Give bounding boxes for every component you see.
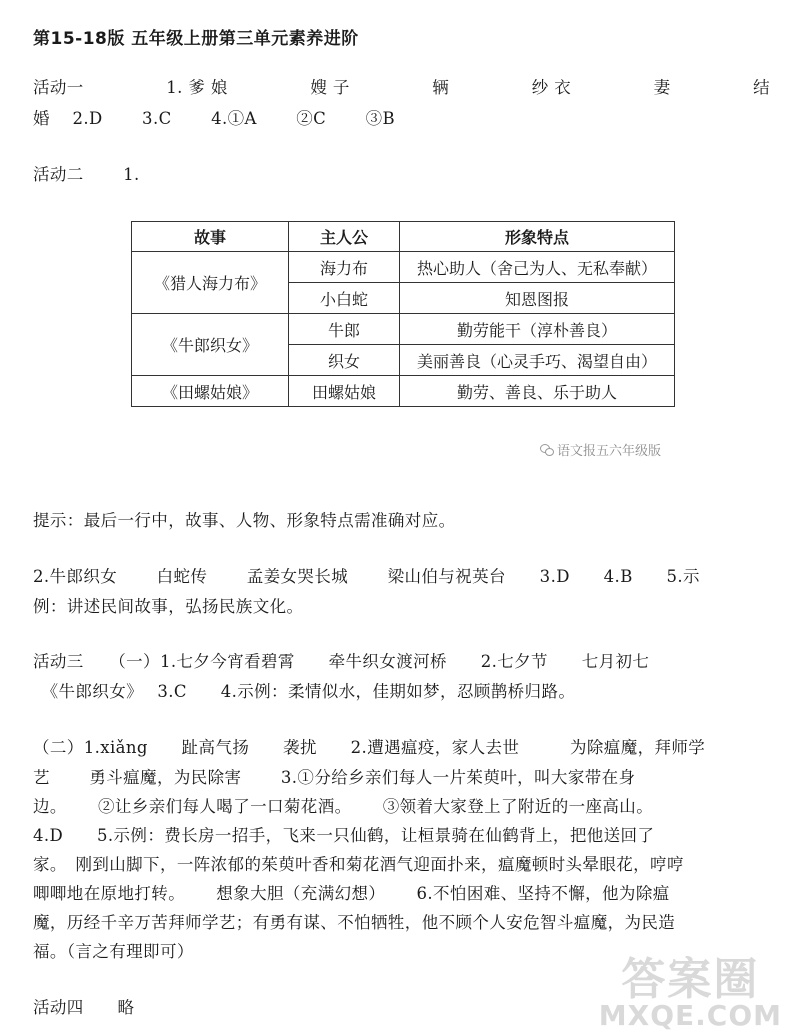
activity4-line: 活动四 略 (33, 998, 135, 1017)
activity3-line1: 活动三 （一）1.七夕今宵看碧霄 牵牛织女渡河桥 2.七夕节 七月初七 (33, 652, 650, 671)
activity2-tip: 提示：最后一行中，故事、人物、形象特点需准确对应。 (33, 511, 456, 530)
activity3-part2-line: 4.D 5.示例：费长房一招手，飞来一只仙鹤，让桓景骑在仙鹤背上，把他送回了 (33, 826, 655, 845)
table-row (132, 314, 675, 345)
activity3-part2-line: （二）1.xiǎng 趾高气扬 袭扰 2.遭遇瘟疫，家人去世 为除瘟魔，拜师学 (33, 738, 706, 757)
character-cell: 小白蛇 (289, 283, 400, 314)
wechat-icon (540, 444, 554, 455)
character-cell: 织女 (289, 345, 400, 376)
answer-word: 嫂 子 (310, 78, 350, 97)
table-header: 主人公 (289, 222, 400, 252)
site-logo-stamp (598, 954, 782, 1032)
table-row (132, 376, 675, 407)
trait-cell: 热心助人（舍己为人、无私奉献） (400, 252, 675, 283)
source-watermark (540, 440, 661, 459)
activity3-part2-line: 艺 勇斗瘟魔，为民除害 3.①分给乡亲们每人一片茱萸叶，叫大家带在身 (33, 768, 636, 787)
activity3-part2-line: 福。（言之有理即可） (33, 942, 194, 961)
table-header: 故事 (132, 222, 289, 252)
activity2-label: 活动二 1. (33, 165, 140, 184)
activity3-part2-line: 魔，历经千辛万苦拜师学艺；有勇有谋、不怕牺牲，他不顾个人安危智斗瘟魔，为民造 (33, 913, 676, 932)
activity1-line2: 婚 2.D 3.C 4.①A ②C ③B (33, 109, 396, 128)
trait-cell: 美丽善良（心灵手巧、渴望自由） (400, 345, 675, 376)
stamp-url: MXQE.COM (598, 999, 782, 1032)
story-characters-table (131, 221, 675, 407)
character-cell: 海力布 (289, 252, 400, 283)
story-cell: 《牛郎织女》 (132, 314, 289, 376)
activity1-line1 (33, 74, 770, 98)
page-title: 第15-18版 五年级上册第三单元素养进阶 (33, 29, 359, 49)
trait-cell: 勤劳、善良、乐于助人 (400, 376, 675, 407)
table-header-row (132, 222, 675, 252)
answer-word: 结 (753, 78, 770, 97)
answer-word: 纱 衣 (531, 78, 572, 97)
answer-word: 1. 爹 娘 (166, 78, 228, 97)
activity3-line2: 《牛郎织女》 3.C 4.示例：柔情似水，佳期如梦，忍顾鹊桥归路。 (33, 682, 576, 701)
story-cell: 《猎人海力布》 (132, 252, 289, 314)
activity3-part2-line: 家。 刚到山脚下，一阵浓郁的茱萸叶香和菊花酒气迎面扑来，瘟魔顿时头晕眼花，哼哼 (33, 855, 684, 874)
answer-word: 辆 (432, 78, 450, 97)
watermark-text: 语文报五六年级版 (557, 444, 662, 459)
stamp-text: 答案圈 (621, 954, 760, 1005)
trait-cell: 知恩图报 (400, 283, 675, 314)
story-cell: 《田螺姑娘》 (132, 376, 289, 407)
activity2-q2-line2: 例：讲述民间故事，弘扬民族文化。 (33, 597, 304, 616)
answer-word: 妻 (653, 78, 671, 97)
character-cell: 牛郎 (289, 314, 400, 345)
table-header: 形象特点 (400, 222, 675, 252)
activity2-q2-line1: 2.牛郎织女 白蛇传 孟姜女哭长城 梁山伯与祝英台 3.D 4.B 5.示 (33, 567, 700, 586)
table-row (132, 252, 675, 283)
activity3-part2-line: 边。 ②让乡亲们每人喝了一口菊花酒。 ③领着大家登上了附近的一座高山。 (33, 797, 654, 816)
character-cell: 田螺姑娘 (289, 376, 400, 407)
activity3-part2-line: 唧唧地在原地打转。 想象大胆（充满幻想） 6.不怕困难、坚持不懈，他为除瘟 (33, 884, 670, 903)
activity1-label: 活动一 (33, 78, 84, 97)
trait-cell: 勤劳能干（淳朴善良） (400, 314, 675, 345)
